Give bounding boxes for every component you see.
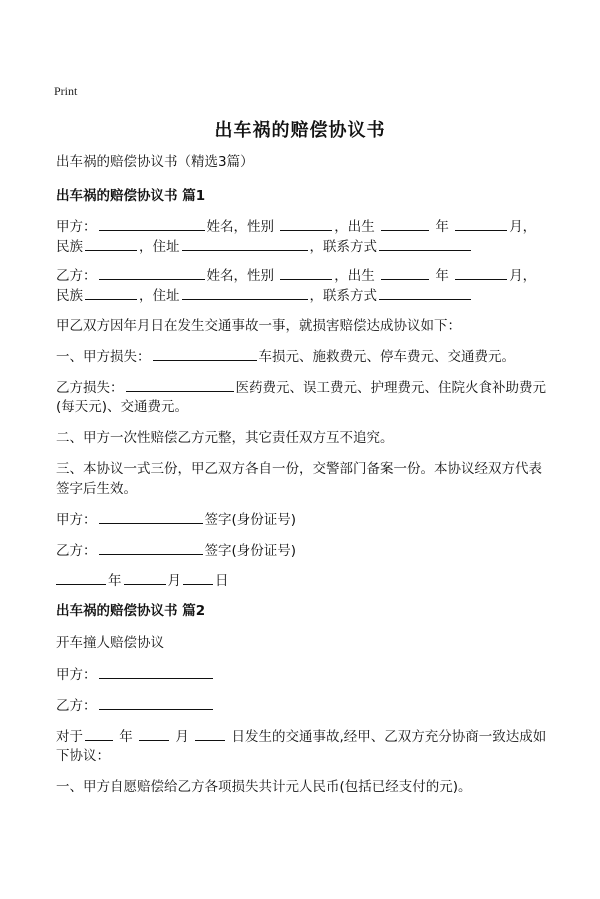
signature-b [56, 540, 296, 561]
party-a-contact-label: ，联系方式 [309, 239, 377, 255]
party-a-name-label: 姓名，性别 [206, 219, 274, 235]
party-a-name-blank[interactable] [99, 216, 205, 231]
party-b-loss-line2: (每天元)、交通费元。 [56, 399, 189, 415]
party-b-loss-blank[interactable] [126, 377, 234, 392]
signature-b-label: 乙方： [56, 543, 97, 559]
section2-party-a [56, 664, 215, 685]
party-b-address-blank[interactable] [182, 285, 308, 300]
agreement-intro: 甲乙双方因年月日在发生交通事故一事，就损害赔偿达成协议如下： [56, 318, 461, 334]
party-b-gender-blank[interactable] [280, 265, 332, 280]
clause-3-line2: 签字后生效。 [56, 481, 137, 497]
party-b-line2 [56, 285, 473, 306]
section2-heading: 出车祸的赔偿协议书 篇2 [56, 603, 206, 619]
clause-2: 二、甲方一次性赔偿乙方元整，其它责任双方互不追究。 [56, 430, 394, 446]
party-a-birth-blank[interactable] [381, 216, 429, 231]
section2-accident-line2: 下协议： [56, 748, 110, 764]
party-a-ethnic-label: 民族 [56, 239, 83, 255]
party-a-year-blank[interactable] [455, 216, 507, 231]
party-a-year-label: 年 [435, 219, 449, 235]
clause-1 [56, 346, 515, 367]
party-b-month-label: 月， [509, 268, 537, 284]
section2-party-a-label: 甲方： [56, 667, 97, 683]
party-b-line1 [56, 265, 536, 286]
party-a-address-blank[interactable] [182, 236, 308, 251]
section2-accident-text: 日发生的交通事故,经甲、乙双方充分协商一致达成如 [231, 729, 547, 745]
section2-party-b-blank[interactable] [99, 695, 213, 710]
date-month-blank[interactable] [124, 570, 166, 585]
signature-b-blank[interactable] [99, 540, 203, 555]
section2-for-label: 对于 [56, 729, 83, 745]
date-day-blank[interactable] [183, 570, 213, 585]
party-a-address-label: ，住址 [139, 239, 180, 255]
party-b-label: 乙方： [56, 268, 97, 284]
signature-b-suffix: 签字(身份证号) [204, 543, 297, 559]
document-subtitle: 出车祸的赔偿协议书（精选3篇） [56, 154, 254, 170]
section2-party-b [56, 695, 215, 716]
section1-heading: 出车祸的赔偿协议书 篇1 [56, 188, 206, 204]
clause-1-label: 一、甲方损失： [56, 349, 151, 365]
section2-year-label: 年 [119, 729, 133, 745]
clause-1-items: 车损元、施救费元、停车费元、交通费元。 [258, 349, 515, 365]
signature-a-blank[interactable] [99, 509, 203, 524]
party-b-address-label: ，住址 [139, 288, 180, 304]
party-b-year-blank[interactable] [455, 265, 507, 280]
party-b-name-label: 姓名，性别 [206, 268, 274, 284]
section2-party-a-blank[interactable] [99, 664, 213, 679]
party-b-ethnic-label: 民族 [56, 288, 83, 304]
document-title: 出车祸的赔偿协议书 [214, 120, 386, 141]
party-b-year-label: 年 [435, 268, 449, 284]
party-a-contact-blank[interactable] [379, 236, 471, 251]
party-a-line2 [56, 236, 473, 257]
section2-accident-line1 [56, 726, 546, 747]
section2-party-b-label: 乙方： [56, 698, 97, 714]
date-month-label: 月 [167, 573, 181, 589]
print-label: Print [54, 84, 78, 98]
date-year-blank[interactable] [56, 570, 106, 585]
party-b-birth-blank[interactable] [381, 265, 429, 280]
party-b-contact-label: ，联系方式 [309, 288, 377, 304]
party-a-line1 [56, 216, 536, 237]
signature-a-label: 甲方： [56, 512, 97, 528]
date-day-label: 日 [215, 573, 229, 589]
signature-a [56, 509, 296, 530]
section2-clause-1: 一、甲方自愿赔偿给乙方各项损失共计元人民币(包括已经支付的元)。 [56, 779, 472, 795]
section2-month-blank[interactable] [139, 726, 169, 741]
party-b-birth-label: ，出生 [334, 268, 375, 284]
section2-month-label: 月 [175, 729, 189, 745]
section2-subheading: 开车撞人赔偿协议 [56, 635, 164, 651]
clause-3-line1: 三、本协议一式三份，甲乙双方各自一份，交警部门备案一份。本协议经双方代表 [56, 461, 542, 477]
party-b-loss-line1 [56, 377, 546, 398]
signature-a-suffix: 签字(身份证号) [204, 512, 297, 528]
date-year-label: 年 [108, 573, 122, 589]
section2-day-blank[interactable] [195, 726, 225, 741]
party-a-gender-blank[interactable] [280, 216, 332, 231]
party-a-label: 甲方： [56, 219, 97, 235]
party-a-birth-label: ，出生 [334, 219, 375, 235]
party-b-name-blank[interactable] [99, 265, 205, 280]
date-line [56, 570, 229, 591]
section2-year-blank[interactable] [85, 726, 113, 741]
party-a-ethnic-blank[interactable] [85, 236, 137, 251]
party-a-loss-blank[interactable] [153, 346, 257, 361]
party-b-loss-items: 医药费元、误工费元、护理费元、住院火食补助费元 [235, 380, 546, 396]
party-b-loss-label: 乙方损失： [56, 380, 124, 396]
party-b-ethnic-blank[interactable] [85, 285, 137, 300]
party-b-contact-blank[interactable] [379, 285, 471, 300]
party-a-month-label: 月， [509, 219, 537, 235]
